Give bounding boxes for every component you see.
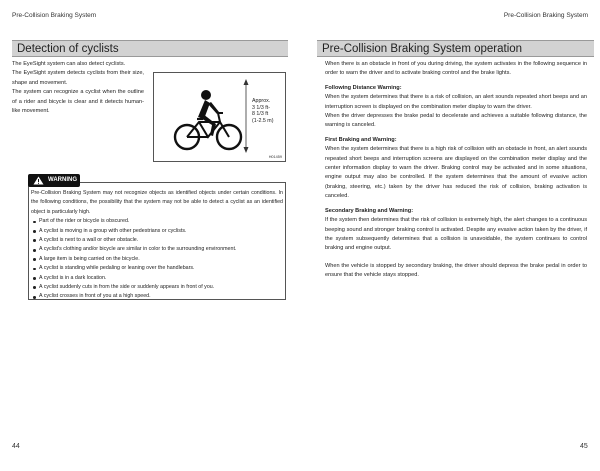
figure-code: H01459: [268, 155, 282, 159]
operation-intro: When there is an obstacle in front of you during driving, the system activates in the following sequence in order to warn the driver and to activate braking control and the brake lights.: [325, 61, 587, 77]
secondary-braking-heading: Secondary Braking and Warning:: [325, 207, 414, 214]
approx-line-1: Approx.: [252, 98, 271, 104]
running-head-right: Pre-Collision Braking System: [503, 12, 588, 19]
page-number-left: 44: [12, 443, 20, 450]
list-item: A cyclist suddenly cuts in from the side or suddenly appears in front of you.: [31, 283, 283, 292]
section-title-detection-of-cyclists: Detection of cyclists: [12, 40, 288, 57]
intro-line-2: The EyeSight system detects cyclists from their size, shape and movement.: [12, 70, 144, 86]
list-item: A cyclist is standing while pedaling or leaning over the handlebars.: [31, 264, 283, 273]
list-item: A large item is being carried on the bicycle.: [31, 255, 283, 264]
intro-line-1: The EyeSight system can also detect cyclists.: [12, 61, 126, 67]
following-distance-p2: When the driver depresses the brake pedal to decelerate and achieves a suitable following distance, the warning is canceled.: [325, 113, 587, 129]
list-item: A cyclist's clothing and/or bicycle are similar in color to the surrounding environment.: [31, 245, 283, 254]
warning-triangle-icon: [33, 176, 44, 185]
final-paragraph: When the vehicle is stopped by secondary braking, the driver should depress the brake pedal in order to ensure that the vehicle stays stopped.: [325, 262, 587, 279]
page-number-right: 45: [580, 443, 588, 450]
list-item: A cyclist is next to a wall or other obstacle.: [31, 236, 283, 245]
warning-label: [28, 174, 80, 187]
running-head-left: Pre-Collision Braking System: [12, 12, 97, 19]
cyclist-figure: [153, 72, 286, 162]
following-distance-heading: Following Distance Warning:: [325, 84, 402, 91]
following-distance-p1: When the system determines that there is a risk of collision, an alert sounds repeated short beeps and an interruption screen is displayed on the combination meter display to warn the driver.: [325, 94, 587, 110]
list-item: A cyclist is moving in a group with other pedestrians or cyclists.: [31, 227, 283, 236]
approx-line-4: (1-2.5 m): [252, 117, 274, 124]
list-item: A cyclist crosses in front of you at a high speed.: [31, 292, 283, 301]
secondary-braking-p1: If the system then determines that the risk of collision is extremely high, the alert changes to a continuous beeping sound and stronger braking control is activated. Despite any evasive action taken by the driver, if the system subsequently determines that a collision is unavoidable, the system continues to control braking and engine output.: [325, 217, 587, 252]
operation-body: [325, 60, 587, 281]
approx-line-2: 3 1/3 ft-: [252, 104, 270, 111]
approx-line-3: 8 1/3 ft: [252, 111, 269, 118]
section-title-operation: Pre-Collision Braking System operation: [317, 40, 594, 57]
warning-paragraph: Pre-Collision Braking System may not recognize objects as identified objects under certain conditions. In the following conditions, the possibility that the system may not be able to detect a cyclist as an identified object is particularly high.: [31, 190, 283, 215]
list-item: A cyclist is in a dark location.: [31, 274, 283, 283]
height-range-label: [252, 98, 274, 124]
intro-line-3: The system can recognize a cyclist when the outline of a rider and bicycle is clear and it detects human-like movement.: [12, 89, 144, 115]
first-braking-p1: When the system determines that there is a high risk of collision with an obstacle in front, an alert sounds repeated short beeps and interruption screens are displayed on the combination meter display and the center information display to warn the driver. Braking control may be activated and in some situations, engine output may also be controlled. If the system determines that the amount of evasive action (braking, steering, etc.) taken by the driver has reduced the risk of collision, braking activation is canceled.: [325, 146, 587, 200]
list-item: Part of the rider or bicycle is obscured.: [31, 217, 283, 226]
first-braking-heading: First Braking and Warning:: [325, 136, 397, 143]
cyclist-intro: [12, 60, 144, 116]
warning-label-text: WARNING: [48, 177, 77, 183]
warning-text: [31, 189, 283, 302]
warning-list: [31, 217, 283, 302]
